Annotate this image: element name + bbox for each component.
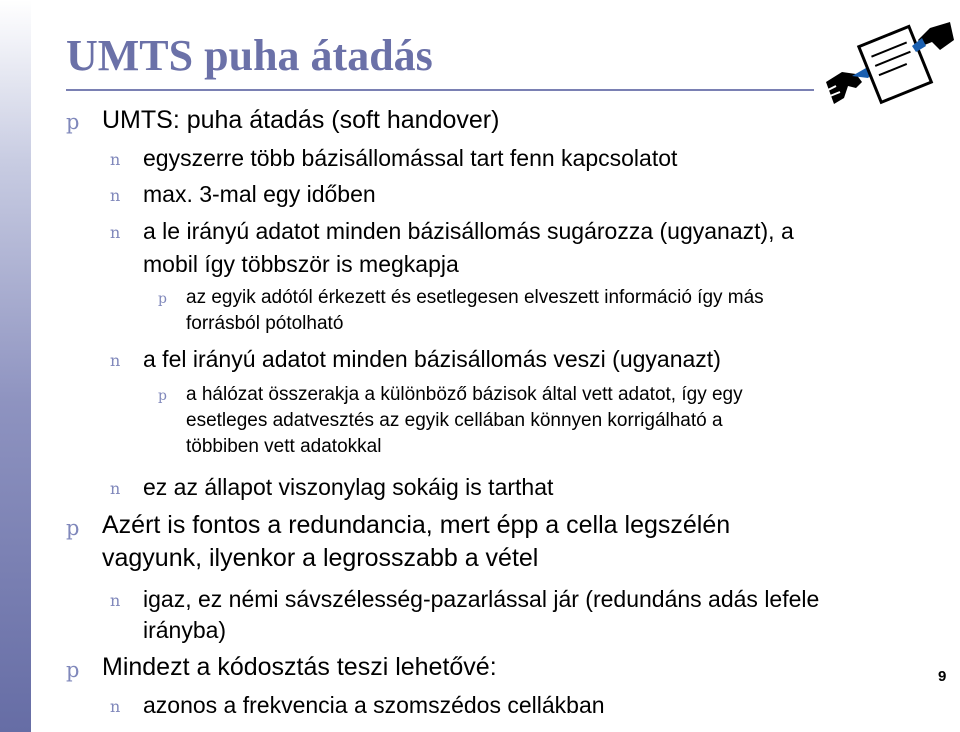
- title-underline: [66, 89, 814, 91]
- bullet-text: forrásból pótolható: [186, 313, 344, 334]
- slide-left-bar: [0, 0, 31, 732]
- bullet-l2-icon: n: [110, 697, 121, 716]
- bullet-text: igaz, ez némi sávszélesség-pazarlással jár (redundáns adás lefele: [143, 586, 820, 612]
- bullet-l2-icon: n: [110, 186, 121, 205]
- bullet-text: többiben vett adatokkal: [186, 436, 382, 457]
- bullet-text: a hálózat összerakja a különböző bázisok által vett adatot, így egy: [186, 384, 743, 405]
- slide-title: UMTS puha átadás: [66, 31, 433, 80]
- bullet-text: a fel irányú adatot minden bázisállomás veszi (ugyanazt): [143, 346, 721, 372]
- bullet-l2-icon: n: [110, 150, 121, 169]
- bullet-l2-icon: n: [110, 351, 121, 370]
- bullet-l2-icon: n: [110, 223, 121, 242]
- bullet-text: mobil így többször is megkapja: [143, 251, 459, 277]
- bullet-l2-icon: n: [110, 591, 121, 610]
- bullet-l1-icon: p: [66, 658, 80, 682]
- bullet-text: max. 3-mal egy időben: [143, 181, 376, 207]
- bullet-text: UMTS: puha átadás (soft handover): [102, 106, 500, 134]
- bullet-l3-icon: p: [158, 291, 167, 307]
- bullet-text: egyszerre több bázisállomással tart fenn kapcsolatot: [143, 145, 678, 171]
- page-number: 9: [938, 668, 947, 685]
- bullet-text: esetleges adatvesztés az egyik cellában könnyen korrigálható a: [186, 410, 723, 431]
- handover-clipart-icon: [822, 16, 956, 114]
- bullet-text: Mindezt a kódosztás teszi lehetővé:: [102, 653, 497, 681]
- bullet-text: Azért is fontos a redundancia, mert épp a cella legszélén: [102, 511, 731, 539]
- bullet-text: ez az állapot viszonylag sokáig is tarthat: [143, 474, 554, 500]
- bullet-text: irányba): [143, 617, 227, 643]
- bullet-text: azonos a frekvencia a szomszédos cellákban: [143, 692, 605, 718]
- bullet-l1-icon: p: [66, 516, 80, 540]
- bullet-text: vagyunk, ilyenkor a legrosszabb a vétel: [102, 544, 539, 572]
- bullet-l2-icon: n: [110, 479, 121, 498]
- bullet-text: a le irányú adatot minden bázisállomás sugározza (ugyanazt), a: [143, 218, 794, 244]
- bullet-l3-icon: p: [158, 388, 167, 404]
- bullet-text: az egyik adótól érkezett és esetlegesen elveszett információ így más: [186, 287, 764, 308]
- bullet-l1-icon: p: [66, 110, 80, 134]
